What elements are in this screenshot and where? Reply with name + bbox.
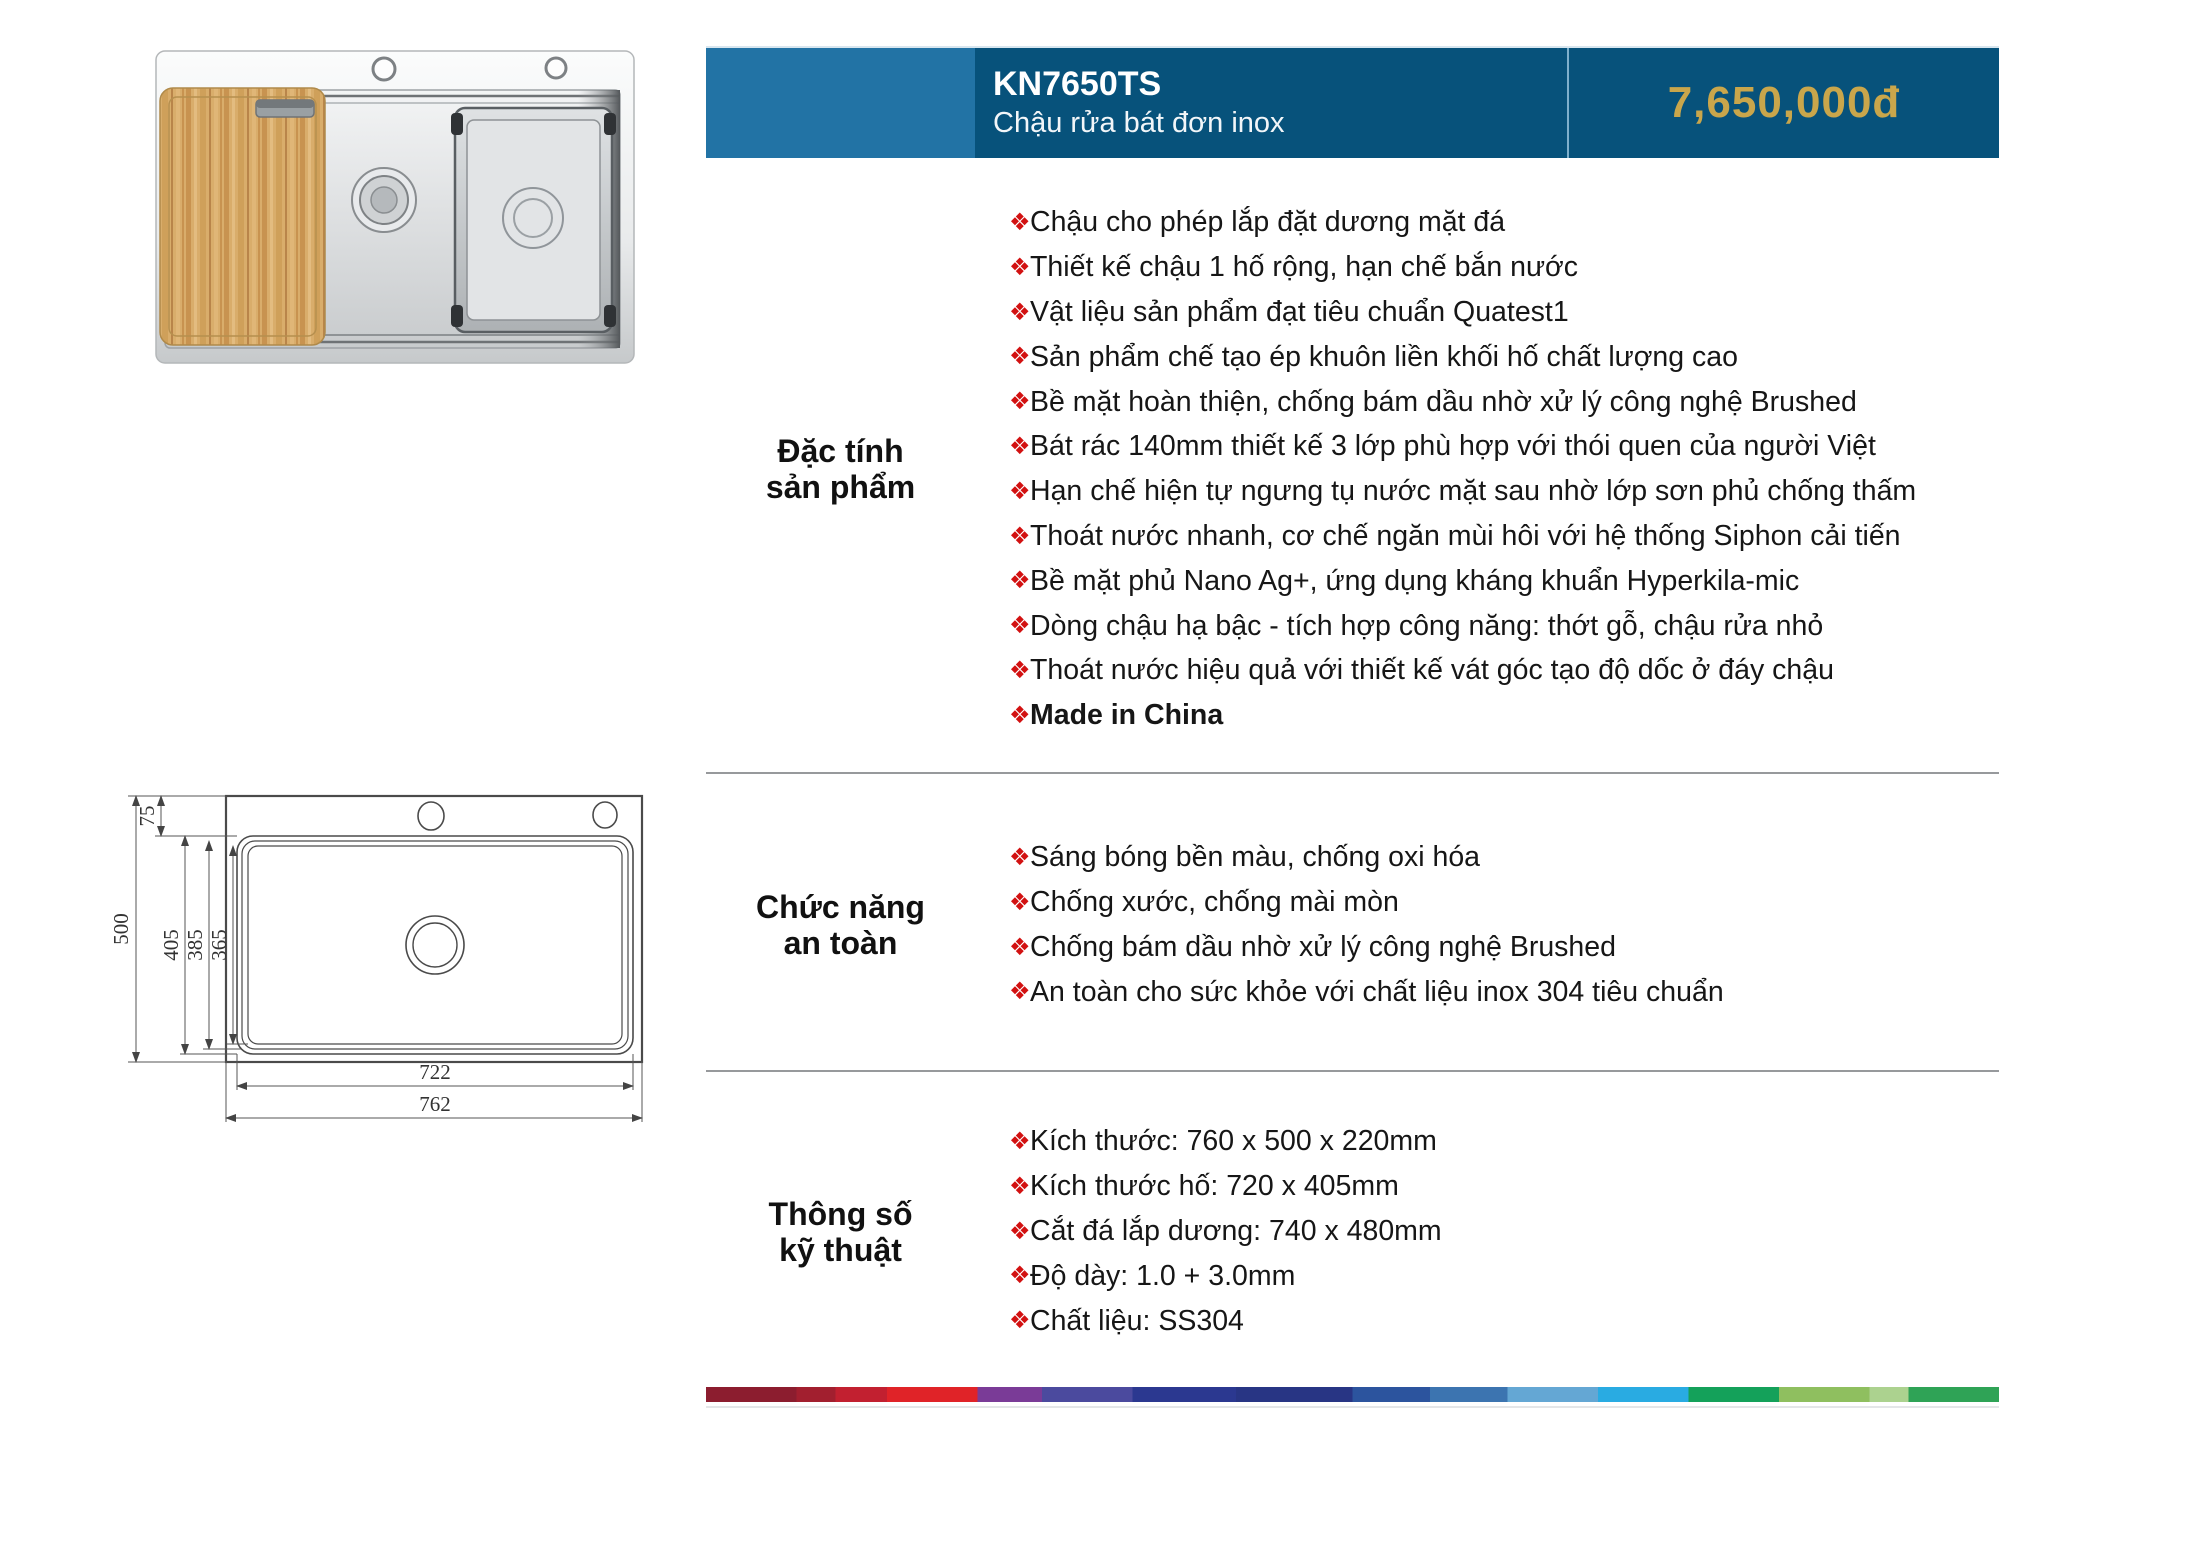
list-item: ❖ Vật liệu sản phẩm đạt tiêu chuẩn Quatest1 xyxy=(975,290,1999,335)
section-safety xyxy=(706,836,1999,1015)
features-list xyxy=(975,201,1999,739)
diamond-bullet-icon: ❖ xyxy=(1009,1127,1031,1155)
diamond-bullet-icon: ❖ xyxy=(1009,522,1031,550)
section-features-label xyxy=(706,201,975,739)
section-features xyxy=(706,201,1999,739)
dim-75: 75 xyxy=(135,805,159,827)
list-item: ❖ Bát rác 140mm thiết kế 3 lớp phù hợp với thói quen của người Việt xyxy=(975,425,1999,470)
faucet-hole-right xyxy=(546,58,566,78)
separator-line-1 xyxy=(706,772,1999,774)
sink-photo-illustration xyxy=(148,43,645,374)
diamond-bullet-icon: ❖ xyxy=(1009,432,1031,460)
diamond-bullet-icon: ❖ xyxy=(1009,208,1031,236)
diamond-bullet-icon: ❖ xyxy=(1009,253,1031,281)
list-item: ❖ Chống bám dầu nhờ xử lý công nghệ Brushed xyxy=(975,925,1999,970)
list-item: ❖ Kích thước: 760 x 500 x 220mm xyxy=(975,1120,1999,1165)
list-item: ❖ Thoát nước nhanh, cơ chế ngăn mùi hôi với hệ thống Siphon cải tiến xyxy=(975,514,1999,559)
list-item: ❖ Bề mặt hoàn thiện, chống bám dầu nhờ xử lý công nghệ Brushed xyxy=(975,380,1999,425)
label-line: Chức năng xyxy=(756,889,925,926)
diamond-bullet-icon: ❖ xyxy=(1009,978,1031,1006)
technical-drawing xyxy=(110,772,670,1172)
header-accent-block xyxy=(706,48,975,158)
diamond-bullet-icon: ❖ xyxy=(1009,567,1031,595)
dimension-labels xyxy=(110,806,451,1117)
basin-rim-mid xyxy=(242,841,628,1049)
basin-clip xyxy=(451,305,463,327)
section-specs-label xyxy=(706,1120,975,1344)
label-line: Đặc tính xyxy=(777,433,904,470)
list-item: ❖ Cắt đá lắp dương: 740 x 480mm xyxy=(975,1209,1999,1254)
list-item: ❖ Sản phẩm chế tạo ép khuôn liền khối hố chất lượng cao xyxy=(975,335,1999,380)
diamond-bullet-icon: ❖ xyxy=(1009,888,1031,916)
drain-outline xyxy=(406,916,464,974)
dim-385: 385 xyxy=(183,929,207,961)
basin-rim-outer xyxy=(237,836,633,1054)
dim-722: 722 xyxy=(419,1060,451,1084)
header-bar xyxy=(706,46,1999,158)
bottom-color-bar xyxy=(706,1387,1999,1402)
list-item: ❖ Dòng chậu hạ bậc - tích hợp công năng: thớt gỗ, chậu rửa nhỏ xyxy=(975,604,1999,649)
diamond-bullet-icon: ❖ xyxy=(1009,933,1031,961)
diamond-bullet-icon: ❖ xyxy=(1009,298,1031,326)
product-photo xyxy=(148,43,645,374)
small-inner-basin xyxy=(451,108,616,332)
price-text: 7,650,000đ xyxy=(1667,78,1901,127)
diamond-bullet-icon: ❖ xyxy=(1009,1172,1031,1200)
header-title-block xyxy=(975,48,1567,158)
diamond-bullet-icon: ❖ xyxy=(1009,1262,1031,1290)
diamond-bullet-icon: ❖ xyxy=(1009,701,1031,729)
section-specs xyxy=(706,1120,1999,1344)
diamond-bullet-icon: ❖ xyxy=(1009,656,1031,684)
list-item: ❖ Bề mặt phủ Nano Ag+, ứng dụng kháng khuẩn Hyperkila-mic xyxy=(975,559,1999,604)
list-item: ❖ Độ dày: 1.0 + 3.0mm xyxy=(975,1254,1999,1299)
specs-list xyxy=(975,1120,1999,1344)
safety-list xyxy=(975,836,1999,1015)
sink-dimension-drawing xyxy=(110,772,670,1172)
list-item: ❖ Sáng bóng bền màu, chống oxi hóa xyxy=(975,836,1999,881)
label-line: Thông số xyxy=(768,1195,913,1232)
dim-405: 405 xyxy=(159,929,183,961)
list-item: ❖ Chậu cho phép lắp đặt dương mặt đá xyxy=(975,201,1999,246)
list-item: ❖ Hạn chế hiện tự ngưng tụ nước mặt sau nhờ lớp sơn phủ chống thấm xyxy=(975,469,1999,514)
diamond-bullet-icon: ❖ xyxy=(1009,612,1031,640)
faucet-hole-left xyxy=(373,58,395,80)
list-item: ❖ Thoát nước hiệu quả với thiết kế vát góc tạo độ dốc ở đáy chậu xyxy=(975,649,1999,694)
dim-365: 365 xyxy=(207,929,231,961)
product-model: KN7650TS xyxy=(993,65,1162,104)
diamond-bullet-icon: ❖ xyxy=(1009,1307,1031,1335)
dim-500: 500 xyxy=(110,913,133,945)
label-line: sản phẩm xyxy=(765,469,916,506)
list-item: ❖ Chống xước, chống mài mòn xyxy=(975,880,1999,925)
price-block xyxy=(1569,48,1999,158)
basin-clip xyxy=(604,113,616,135)
list-item-made-in-china: ❖ Made in China xyxy=(975,693,1999,738)
basin-clip xyxy=(451,113,463,135)
diamond-bullet-icon: ❖ xyxy=(1009,1217,1031,1245)
basin-clip xyxy=(604,305,616,327)
diamond-bullet-icon: ❖ xyxy=(1009,343,1031,371)
diamond-bullet-icon: ❖ xyxy=(1009,388,1031,416)
separator-line-2 xyxy=(706,1070,1999,1072)
section-safety-label xyxy=(706,836,975,1015)
list-item: ❖ Chất liệu: SS304 xyxy=(975,1299,1999,1344)
label-line: an toàn xyxy=(783,925,898,962)
dim-762: 762 xyxy=(419,1092,451,1116)
basin-rim-inner xyxy=(248,846,622,1044)
main-drain xyxy=(352,168,416,232)
product-subtitle: Chậu rửa bát đơn inox xyxy=(993,107,1285,140)
label-line: kỹ thuật xyxy=(779,1231,902,1268)
diamond-bullet-icon: ❖ xyxy=(1009,477,1031,505)
bottom-color-bar-shadow xyxy=(706,1406,1999,1408)
cutting-board xyxy=(160,88,325,345)
diamond-bullet-icon: ❖ xyxy=(1009,843,1031,871)
sink-outline xyxy=(226,796,642,1062)
list-item: ❖ Thiết kế chậu 1 hố rộng, hạn chế bắn nước xyxy=(975,245,1999,290)
list-item: ❖ An toàn cho sức khỏe với chất liệu inox 304 tiêu chuẩn xyxy=(975,970,1999,1015)
list-item: ❖ Kích thước hố: 720 x 405mm xyxy=(975,1164,1999,1209)
